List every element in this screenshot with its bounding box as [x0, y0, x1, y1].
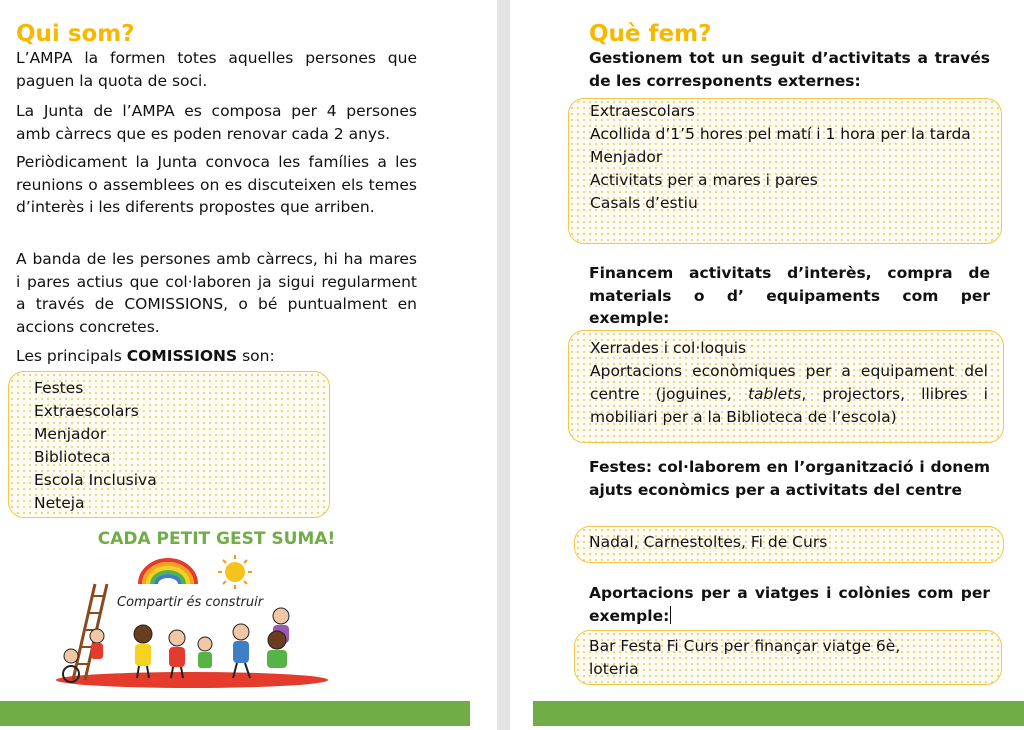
list-item: Xerrades i col·loquis: [590, 339, 747, 357]
footer-bar-right: [533, 701, 1024, 726]
list-item: Extraescolars: [34, 402, 139, 420]
footer-bar-left: [0, 701, 470, 726]
svg-text:Compartir és construir: Compartir és construir: [117, 595, 264, 610]
paragraph-membership: L’AMPA la formen totes aquelles persones que paguen la quota de soci.: [16, 49, 417, 90]
list-item: Biblioteca: [34, 448, 111, 466]
title-que-fem: Què fem?: [589, 21, 712, 47]
list-item: Menjador: [34, 425, 107, 443]
funding-box: [568, 330, 1004, 443]
paragraph-commissions-intro: Les principals COMISSIONS son:: [16, 347, 275, 365]
list-item: Nadal, Carnestoltes, Fi de Curs: [589, 533, 828, 551]
list-item: Bar Festa Fi Curs per finançar viatge 6è, loteria: [589, 637, 901, 678]
heading-funding: Financem activitats d’interès, compra de materials o d’ equipaments com per exemple:: [589, 264, 990, 327]
right-page: [510, 0, 1024, 730]
left-page: [0, 0, 497, 730]
page-gutter: [497, 0, 510, 730]
slogan: CADA PETIT GEST SUMA!: [97, 529, 336, 549]
list-item: Menjador: [590, 148, 663, 166]
text-cursor: [670, 606, 671, 624]
title-qui-som: Qui som?: [16, 21, 135, 47]
list-item: Escola Inclusiva: [34, 471, 157, 489]
heading-festivals: Festes: col·laborem en l’organització i donem ajuts econòmics per a activitats del centre: [589, 458, 990, 499]
festivals-box: [574, 526, 1004, 563]
list-item: Neteja: [34, 494, 85, 512]
list-item: Festes: [34, 379, 84, 397]
list-item: Acollida d’1’5 hores pel matí i 1 hora per la tarda: [590, 125, 971, 143]
heading-trips: Aportacions per a viatges i colònies com per exemple:: [589, 584, 990, 625]
trips-box: [574, 630, 1002, 685]
list-item: Activitats per a mares i pares: [590, 171, 818, 189]
children-illustration: [55, 552, 330, 688]
list-item: Aportacions econòmiques per a equipament del centre (joguines, tablets, projectors, llibres i mobiliari per a la Biblioteca de l’escola): [590, 362, 988, 426]
list-item: Extraescolars: [590, 102, 695, 120]
activities-box: [568, 98, 1002, 244]
commissions-box: [8, 371, 330, 518]
paragraph-volunteers: A banda de les persones amb càrrecs, hi ha mares i pares actius que col·laboren ja sigui regularment a través de COMISSIONS, o bé puntualment en accions concretes.: [16, 250, 417, 336]
paragraph-meetings: Periòdicament la Junta convoca les famílies a les reunions o assemblees on es discuteixen els temes d’interès i les diferents propostes que arriben.: [16, 153, 417, 216]
paragraph-junta: La Junta de l’AMPA es composa per 4 persones amb càrrecs que es poden renovar cada 2 anys.: [16, 102, 417, 143]
heading-activities: Gestionem tot un seguit d’activitats a través de les corresponents externes:: [589, 49, 990, 90]
list-item: Casals d’estiu: [590, 194, 698, 212]
